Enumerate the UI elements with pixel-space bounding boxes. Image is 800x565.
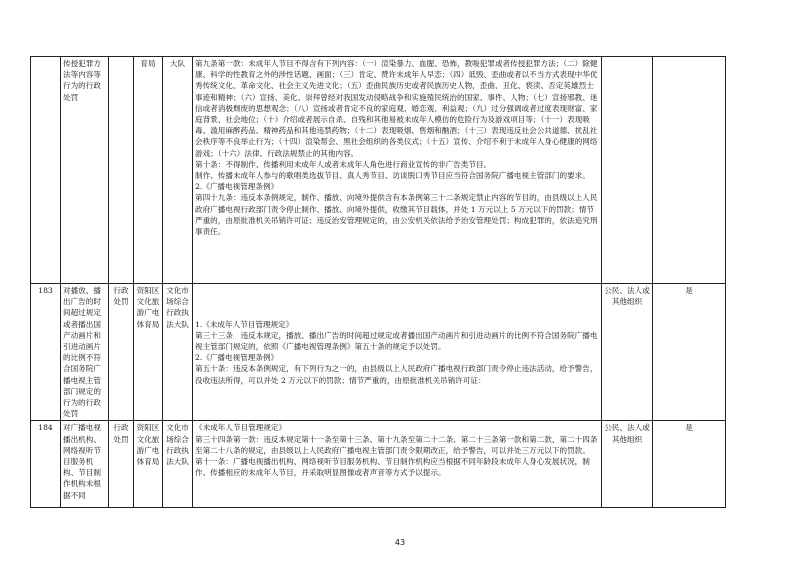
basis-paragraph: 2.《广播电视管理条例》 — [195, 182, 279, 192]
executing-unit: 文化市场综合行政执法大队 — [163, 421, 193, 508]
legal-basis — [193, 57, 602, 284]
row-number: 183 — [31, 284, 61, 421]
basis-paragraph: 第十一条：广播电视播出机构、网络视听节目服务机构、节目制作机构应当根据不同年龄段未成年人身心发展状况，制作、传播相应的未成年人节目，并采取明显图像或者声音等方式予以提示。 — [195, 457, 590, 478]
basis-paragraph: 第四十九条：违反本条例规定，制作、播放、向境外提供含有本条例第三十二条规定禁止内容的节目的，由县级以上人民政府广播电视行政部门责令停止制作、播放、向境外提供，收缴其节目载体，并处 1 万元以上 5 万元以下的罚款；情节严重的，由原批准机关吊销许可证；违反治安管理规定的，由公安机关依法给予治安管理处罚；构成犯罪的，依法追究刑事责任。 — [195, 193, 598, 237]
executing-unit: 文化市场综合行政执法大队 — [163, 284, 193, 421]
table-row — [31, 421, 726, 508]
row-number — [31, 57, 61, 284]
page-number: 43 — [394, 538, 406, 547]
department: 资阳区文化旅游广电体育局 — [134, 284, 163, 421]
basis-paragraph: 2.《广播电视管理条例》 — [195, 353, 279, 363]
basis-paragraph: 第三十四条第一款：违反本规定第十一条至第十三条、第十九条至第二十二条、第二十三条第一款和第二款、第二十四条至第二十八条的规定，由县级以上人民政府广播电视主管部门责令限期改正，给予警告，可以并处三万元以下的罚款。 — [195, 434, 598, 455]
legal-basis — [193, 284, 602, 421]
basis-paragraph: 制作、传播未成年人参与的歌唱类选拔节目、真人秀节目、访谈脱口秀节目应当符合国务院广播电视主管部门的要求。 — [195, 171, 590, 181]
basis-paragraph: 第九条第一款：未成年人节目不得含有下列内容：（一）渲染暴力、血腥、恐怖，教唆犯罪或者传授犯罪方法；（二）除健康、科学的性教育之外的涉性话题、画面；（三）肯定、赞许未成年人早恋；（四）诋毁、歪曲或者以不当方式表现中华优秀传统文化、革命文化、社会主义先进文化；（五）歪曲民族历史或者民族历史人物，歪曲、丑化、亵渎、否定英雄烈士事迹和精神；（六）宣扬、美化、崇拜曾经对我国发动侵略战争和实施殖民统治的国家、事件、人物；（七）宣扬邪教、迷信或者消极颓废的思想观念；（八）宣扬或者肯定不良的家庭观、婚恋观、利益观；（九）过分强调或者过度表现财富、家庭背景、社会地位；（十）介绍或者展示自杀、自残和其他易被未成年人模仿的危险行为及游戏项目等；（十一）表现吸毒、滥用麻醉药品、精神药品和其他违禁药物；（十二）表现吸烟、售烟和酗酒；（十三）表现违反社会公共道德、扰乱社会秩序等不良举止行为；（十四）渲染帮会、黑社会组织的各类仪式；（十五）宣传、介绍不利于未成年人身心健康的网络游戏；（十六）法律、行政法规禁止的其他内容。 — [195, 59, 598, 158]
subject: 公民、法人或其他组织 — [602, 284, 653, 421]
basis-paragraph: 第十条：不得制作、传播利用未成年人或者未成年人角色进行商业宣传的非广告类节目。 — [195, 159, 492, 169]
table-row — [31, 284, 726, 421]
table-row — [31, 57, 726, 284]
item-type: 行政处罚 — [109, 421, 134, 508]
item-type — [109, 57, 134, 284]
mark — [653, 57, 726, 284]
basis-paragraph: 1.《未成年人节目管理规定》 — [195, 319, 294, 329]
row-number: 184 — [31, 421, 61, 508]
mark: 是 — [653, 284, 726, 421]
department: 育局 — [134, 57, 163, 284]
executing-unit: 大队 — [163, 57, 193, 284]
item-type: 行政处罚 — [109, 284, 134, 421]
item-name: 对播放、播出广告的时间超过规定或者播出国产动画片和引进动画片的比例不符合国务院广播电视主管部门规定的行为的行政处罚 — [61, 284, 109, 421]
subject: 公民、法人或其他组织 — [602, 421, 653, 508]
legal-basis — [193, 421, 602, 508]
mark: 是 — [653, 421, 726, 508]
basis-paragraph: 《未成年人节目管理规定》 — [195, 423, 287, 433]
enforcement-table — [30, 56, 726, 508]
department: 资阳区文化旅游广电体育局 — [134, 421, 163, 508]
item-name: 传授犯罪方法等内容等行为的行政处罚 — [61, 57, 109, 284]
basis-paragraph: 第三十三条 违反本规定，播放、播出广告的时间超过规定或者播出国产动画片和引进动画片的比例不符合国务院广播电视主管部门规定的，依照《广播电视管理条例》第五十条的规定予以处罚。 — [195, 330, 598, 352]
item-name: 对广播电视播出机构、网络视听节目服务机构、节目制作机构未根据不同 — [61, 421, 109, 508]
subject — [602, 57, 653, 284]
basis-paragraph: 第五十条：违反本条例规定，有下列行为之一的，由县级以上人民政府广播电视行政部门责令停止违法活动，给予警告，没收违法所得，可以并处 2 万元以下的罚款；情节严重的，由原批准机关吊销许可证： — [195, 364, 598, 385]
